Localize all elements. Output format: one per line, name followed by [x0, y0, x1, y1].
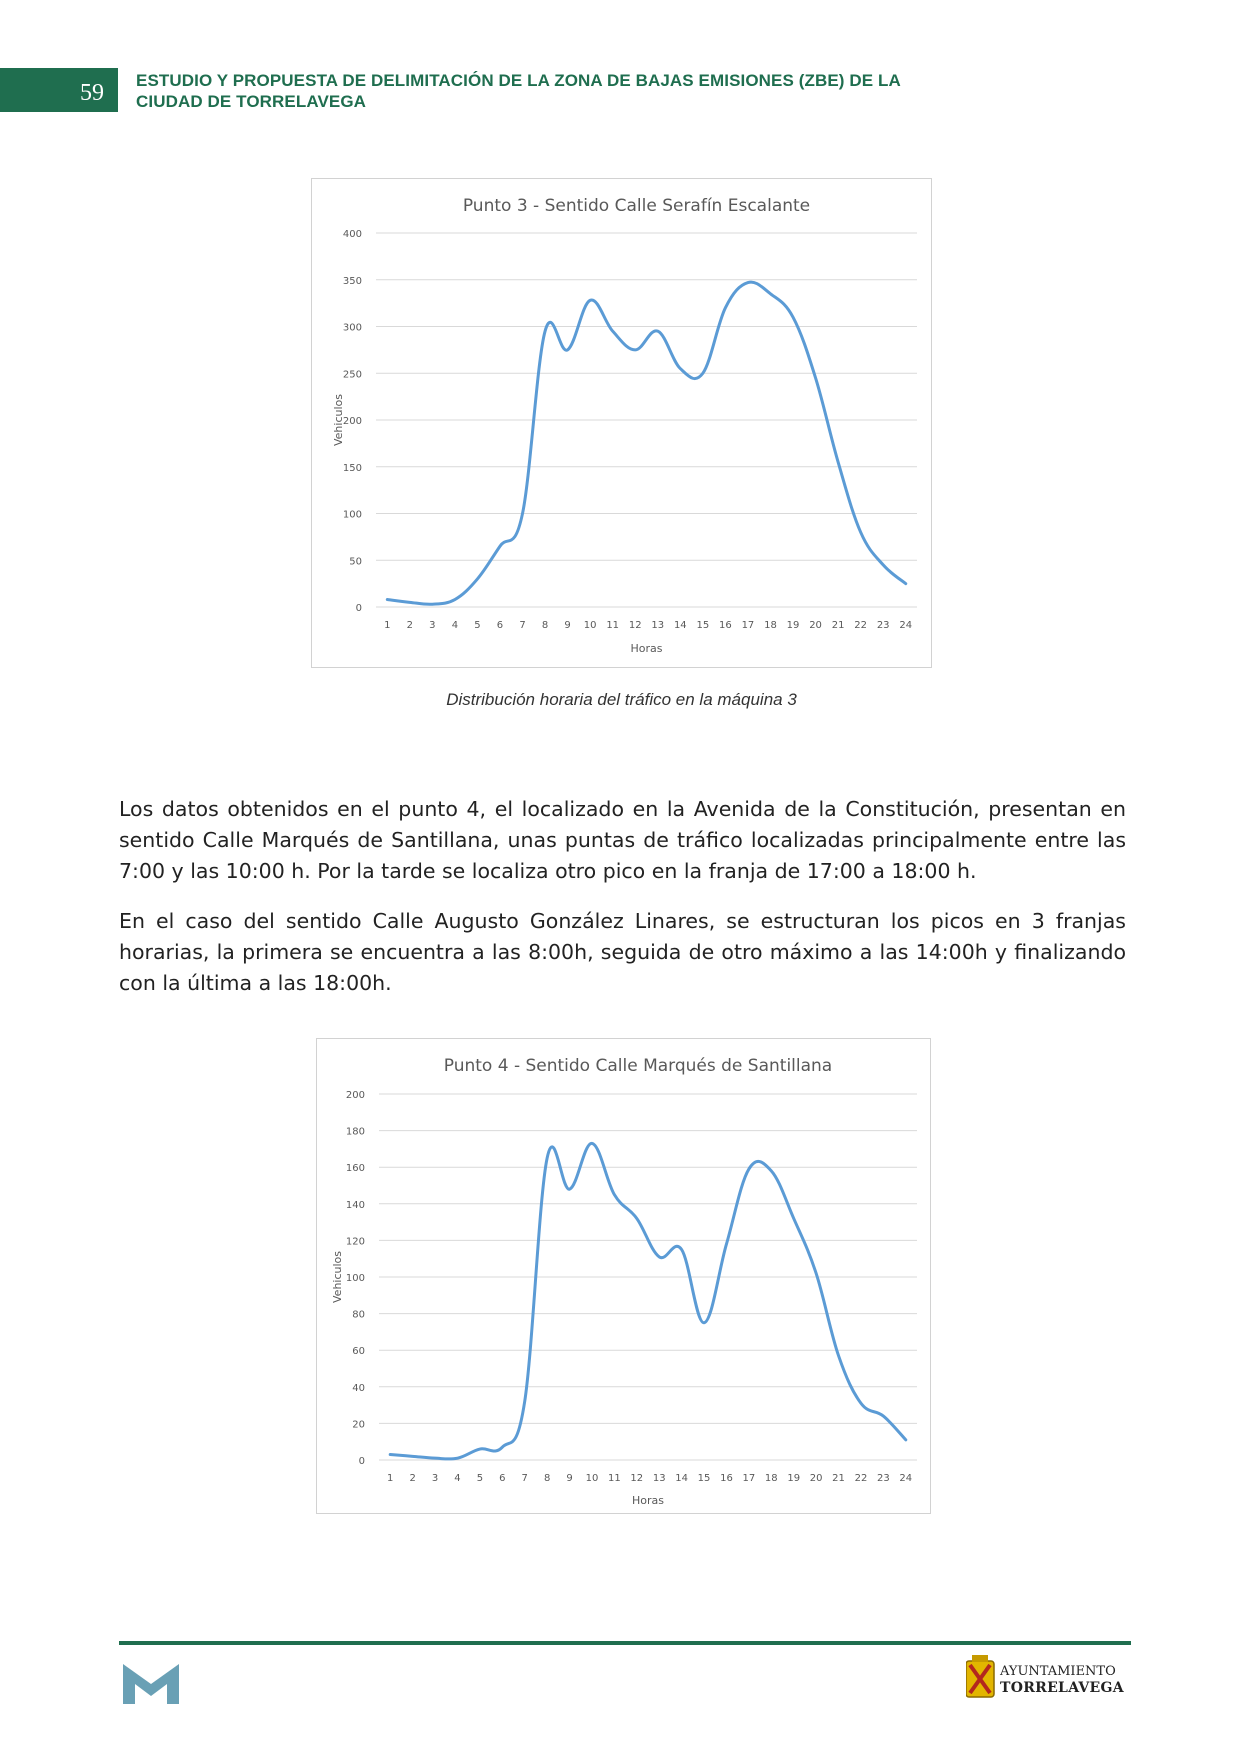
chart2-x-tick-label: 23	[877, 1473, 890, 1484]
chart2-x-tick-label: 21	[832, 1473, 845, 1484]
footer-organization	[1000, 1664, 1124, 1696]
chart1-x-tick-label: 3	[429, 620, 436, 631]
chart2-y-tick-label: 100	[345, 1273, 365, 1284]
chart1-y-tick-label: 150	[342, 462, 362, 474]
chart2-x-tick-label: 12	[630, 1473, 644, 1484]
chart1-x-tick-label: 5	[474, 620, 481, 631]
chart1-x-tick-label: 12	[628, 620, 642, 631]
chart1-x-tick-label: 14	[673, 620, 687, 631]
chart1-series-line	[387, 282, 905, 604]
chart2-x-tick-label: 9	[566, 1473, 573, 1484]
chart2-x-axis-label: Horas	[632, 1494, 664, 1507]
chart2-y-tick-label: 80	[352, 1309, 365, 1321]
chart2-title: Punto 4 - Sentido Calle Marqués de Santillana	[443, 1056, 833, 1076]
chart1-x-tick-label: 6	[496, 620, 504, 631]
chart-punto-4-svg	[317, 1039, 930, 1513]
chart1-x-tick-label: 1	[384, 620, 391, 631]
chart2-x-tick-label: 1	[387, 1473, 394, 1484]
chart2-y-tick-label: 20	[352, 1419, 365, 1431]
figure-caption: Distribución horaria del tráfico en la máquina 3	[446, 690, 797, 709]
chart2-x-tick-label: 6	[499, 1473, 506, 1484]
chart2-y-tick-label: 60	[352, 1346, 365, 1358]
chart2-y-tick-label: 120	[345, 1236, 365, 1248]
chart1-x-tick-label: 7	[519, 620, 526, 631]
chart2-y-tick-label: 180	[345, 1126, 365, 1138]
chart1-x-tick-label: 19	[786, 620, 800, 631]
chart1-y-tick-label: 0	[355, 603, 362, 614]
chart2-x-tick-label: 22	[854, 1473, 868, 1484]
chart1-y-tick-label: 50	[349, 556, 362, 568]
chart2-x-tick-label: 19	[787, 1473, 801, 1484]
chart1-x-tick-label: 2	[406, 620, 413, 631]
chart1-x-tick-label: 22	[854, 620, 868, 631]
chart2-y-axis-label: Vehiculos	[331, 1250, 344, 1304]
paragraph-1: Los datos obtenidos en el punto 4, el localizado en la Avenida de la Constitución, presentan en sentido Calle Marqués de Santillana, unas puntas de tráfico localizadas principalmente entre las 7:00 y las 10:00 h. Por la tarde se localiza otro pico en la franja de 17:00 a 18:00 h.	[119, 796, 1126, 883]
chart1-x-tick-label: 16	[719, 620, 732, 631]
chart2-x-tick-label: 16	[720, 1473, 733, 1484]
chart1-y-tick-label: 400	[342, 229, 362, 240]
chart1-x-tick-label: 23	[876, 620, 890, 631]
chart2-x-tick-label: 8	[543, 1473, 551, 1484]
chart1-x-tick-label: 24	[899, 620, 913, 631]
chart2-x-tick-label: 15	[697, 1473, 711, 1484]
org-line-1: AYUNTAMIENTO	[1000, 1664, 1116, 1679]
paragraph-2: En el caso del sentido Calle Augusto González Linares, se estructuran los picos en 3 franjas horarias, la primera se encuentra a las 8:00h, seguida de otro máximo a las 14:00h y finalizando con la última a las 18:00h.	[119, 908, 1126, 995]
chart2-x-tick-label: 13	[652, 1473, 666, 1484]
chart2-y-tick-label: 200	[345, 1090, 365, 1101]
chart2-x-tick-label: 17	[742, 1473, 756, 1484]
chart2-y-tick-label: 140	[345, 1199, 365, 1211]
chart1-y-tick-label: 200	[342, 416, 362, 427]
chart1-x-tick-label: 9	[564, 620, 571, 631]
chart2-x-tick-label: 3	[431, 1473, 439, 1484]
document-title: ESTUDIO Y PROPUESTA DE DELIMITACIÓN DE LA ZONA DE BAJAS EMISIONES (ZBE) DE LA CIUDAD DE TORRELAVEGA	[136, 71, 901, 111]
chart2-x-tick-label: 18	[764, 1473, 778, 1484]
chart2-x-tick-label: 2	[409, 1473, 416, 1484]
chart1-y-tick-label: 100	[342, 509, 362, 521]
chart2-x-tick-label: 10	[585, 1473, 599, 1484]
chart2-x-tick-label: 14	[675, 1473, 688, 1484]
chart1-y-tick-label: 350	[342, 275, 362, 287]
footer-divider	[119, 1641, 1131, 1645]
chart2-x-tick-label: 4	[454, 1473, 461, 1484]
chart1-x-tick-label: 13	[651, 620, 665, 631]
chart2-x-tick-label: 20	[809, 1473, 823, 1484]
chart1-x-tick-label: 8	[541, 620, 549, 631]
chart2-x-tick-label: 11	[608, 1473, 621, 1484]
chart1-x-tick-label: 17	[741, 620, 755, 631]
chart-punto-3	[311, 178, 932, 668]
chart1-x-tick-label: 18	[764, 620, 777, 631]
chart-punto-4	[316, 1038, 931, 1514]
chart1-x-tick-label: 11	[606, 620, 620, 631]
chart1-y-tick-label: 250	[342, 369, 362, 381]
chart2-x-tick-label: 5	[476, 1473, 484, 1484]
chart1-x-tick-label: 10	[583, 620, 597, 631]
chart2-y-tick-label: 40	[352, 1382, 365, 1394]
chart2-x-tick-label: 24	[899, 1473, 913, 1484]
chart1-x-tick-label: 21	[831, 620, 845, 631]
chart2-series-line	[390, 1143, 906, 1459]
chart1-x-tick-label: 20	[809, 620, 822, 631]
chart2-x-tick-label: 7	[521, 1473, 528, 1484]
chart1-y-axis-label: Vehiculos	[332, 393, 345, 447]
chart1-x-tick-label: 4	[451, 620, 459, 631]
m-monogram-logo-icon	[121, 1662, 183, 1706]
chart1-x-tick-label: 15	[696, 620, 710, 631]
org-line-2: TORRELAVEGA	[1000, 1680, 1124, 1696]
chart1-title: Punto 3 - Sentido Calle Serafín Escalante	[462, 196, 811, 216]
chart2-y-tick-label: 160	[345, 1163, 365, 1175]
chart2-y-tick-label: 0	[358, 1456, 365, 1467]
chart1-x-axis-label: Horas	[630, 642, 663, 655]
page-number: 59	[80, 80, 104, 106]
chart-punto-3-svg	[312, 179, 931, 667]
chart1-y-tick-label: 300	[342, 322, 362, 334]
